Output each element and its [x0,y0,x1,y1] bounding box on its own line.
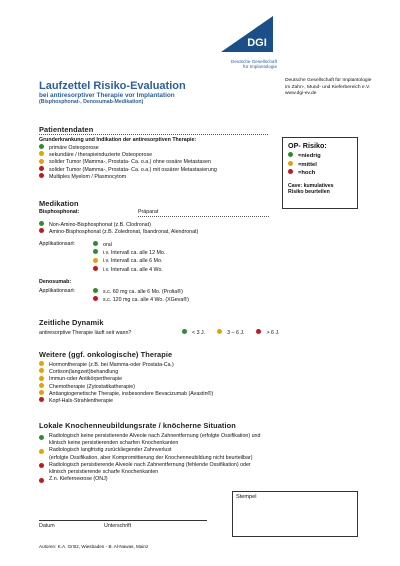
page-subtitle-2: (Bisphosphonat-, Denosumab-Medikation) [39,99,144,105]
further-heading: Weitere (ggf. onkologische) Therapie [39,350,173,359]
risk-legend-item-text: =hoch [298,170,316,177]
risk-dot-icon [39,449,44,454]
further-item-text: Kopf-Hals-Strahlentherapie [49,398,113,405]
logo-text: DGI [247,37,267,49]
local-item-text: klinisch persistierende scharfe Knochenkanten [49,469,159,476]
local-item-text: Radiologisch keine persistierende Alveole nach Zahnentfernung (erfolgte Ossifikation) und [49,433,261,439]
patient-item[interactable] [39,152,217,159]
risk-dot-icon [39,390,44,395]
risk-note-line-2: Risiko beurteilen [288,189,330,196]
appl-item-text: oral [103,242,112,248]
time-option-text: 3 – 6 J. [227,330,245,336]
risk-dot-icon [93,249,98,254]
authors: Autoren: K.A. Grötz, Wiesbaden - B. Al-Nawas, Mainz [39,544,149,549]
risk-dot-icon [288,152,293,157]
logo-sub-line-1: Deutsche Gesellschaft [231,59,277,64]
appl-item[interactable] [93,257,165,265]
risk-dot-icon [93,296,98,301]
time-options [182,330,292,337]
praeparat-label: Präparat [138,209,159,215]
denos-item[interactable] [93,288,189,296]
local-item[interactable] [39,433,260,447]
local-item[interactable] [39,462,260,476]
patient-list [39,145,217,181]
risk-dot-icon [39,376,44,381]
further-item[interactable] [39,376,213,383]
bisphos-item-text: Amino-Bisphosphonat (z.B. Zoledronat, Ibandronat, Alendronat) [49,229,199,236]
time-option-text: > 6 J. [266,330,280,336]
risk-dot-icon [39,144,44,149]
bisphos-label: Bisphosphonat: [39,209,80,215]
denos-list [93,288,189,304]
further-item[interactable] [39,391,213,398]
risk-note-line-1: Cave: kumulatives [288,182,334,189]
risk-dot-icon [93,258,98,263]
appl-list [93,241,165,274]
risk-dot-icon [39,228,44,233]
signature-line[interactable] [39,520,207,521]
patient-intro: Grunderkrankung und Indikation der antiresorptiven Therapie: [39,137,197,143]
risk-box [282,137,358,209]
appl-item-text: i.v. Intervall ca. alle 12 Mo. [103,250,166,257]
risk-dot-icon [39,159,44,164]
further-item-text: Immun-oder Antikörpertherapie [49,376,123,383]
local-item[interactable] [39,476,260,483]
patient-item[interactable] [39,167,217,174]
local-item-text: Radiologisch langfristig zurückliegender Zahnverlust [49,447,172,454]
time-option-text: < 3 J. [192,330,206,336]
risk-dot-icon [256,329,261,334]
time-option[interactable] [217,330,244,337]
page-subtitle: bei antiresorptiver Therapie vor Implantation [39,92,175,99]
risk-dot-icon [39,478,44,483]
risk-dot-icon [39,463,44,468]
risk-legend-item-text: =niedrig [298,153,321,159]
risk-dot-icon [93,266,98,271]
logo-sub-line-2: für Implantologie [243,64,277,70]
further-item-text: Cortison(langzeit)behandlung [49,369,119,376]
patient-heading: Patientendaten [39,125,94,134]
denos-item-text: s.c. 60 mg ca. alle 6 Mo. (Prolia®) [103,289,183,295]
patient-item[interactable] [39,174,217,181]
local-heading: Lokale Knochenneubildungsrate / knöcherne Situation [39,421,236,430]
stempel-box[interactable] [232,491,358,537]
org-name: Deutsche Gesellschaft für Implantologie [285,78,372,83]
risk-dot-icon [182,329,187,334]
patient-item-text: sekundäre / therapieinduzierte Osteoporose [49,152,153,159]
patient-item-text: primäre Osteoporose [49,145,99,151]
risk-legend-item [288,152,352,161]
appl-label: Applikationsart: [39,241,76,247]
org-website-link[interactable]: www.dgi-ev.de [285,91,317,97]
local-item[interactable] [39,447,260,461]
dgi-logo [211,14,281,72]
risk-dot-icon [39,151,44,156]
risk-dot-icon [39,397,44,402]
risk-dot-icon [93,288,98,293]
appl-item[interactable] [93,241,165,249]
further-item[interactable] [39,362,213,369]
time-heading: Zeitliche Dynamik [39,318,104,327]
denos-label: Denosumab: [39,279,72,285]
risk-dot-icon [288,161,293,166]
bisphos-item-text: Non-Amino-Bisphosphonat (z.B. Clodronat) [49,222,151,228]
further-item-text: Antiangiogenetische Therapie, insbesondere Bevacizumab (Avastin®) [49,390,214,397]
appl-item-text: i.v. Intervall ca. alle 6 Mo. [103,258,163,265]
page-title: Laufzettel Risiko-Evaluation [39,80,186,92]
risk-legend-item [288,161,352,170]
patient-item[interactable] [39,145,217,152]
risk-dot-icon [217,329,222,334]
risk-dot-icon [288,169,293,174]
local-item-text: (erfolgte Ossifikation, aber Kompromittierung der Knochenneubildung nicht beurteilbar) [49,454,253,461]
further-item-text: Hormontherapie (z.B. bei Mamma-oder Prostata-Ca.) [49,362,174,368]
time-option[interactable] [182,330,205,337]
local-list [39,433,260,483]
risk-box-title: OP- Risiko: [288,141,327,150]
denos-appl-label: Applikationsart: [39,288,76,294]
bisphos-item[interactable] [39,229,198,236]
further-item[interactable] [39,398,213,405]
further-item[interactable] [39,369,213,376]
risk-dot-icon [39,173,44,178]
datum-label: Datum [39,523,55,529]
patient-heading-row [39,125,268,135]
patient-item[interactable] [39,159,217,166]
further-list [39,362,213,405]
risk-dot-icon [39,383,44,388]
denos-item-text: s.c. 120 mg ca. alle 4 Wo. (XGeva®) [103,297,189,304]
risk-dot-icon [93,241,98,246]
local-item-text: Z.n. Kieferneкrose (ONJ) [49,476,108,483]
appl-item-text: i.v. Intervall ca. alle 4 Wo. [103,266,163,273]
risk-legend-item [288,169,352,178]
further-item[interactable] [39,384,213,391]
appl-item[interactable] [93,266,165,274]
appl-item[interactable] [93,249,165,257]
bisphos-item[interactable] [39,222,198,229]
risk-dot-icon [39,361,44,366]
local-item-text: Radiologisch persistierende Alveole nach Zahnentfernung (fehlende Ossifikation) oder [49,461,251,468]
risk-dot-icon [39,221,44,226]
patient-item-text: solider Tumor (Mamma-, Prostata- Ca. o.a.) mit ossärer Metastasierung [49,166,217,173]
unterschrift-label: Unterschrift [104,523,132,529]
patient-item-text: solider Tumor (Mamma-, Prostata- Ca. o.a.) ohne ossäre Metastasen [49,159,211,166]
risk-legend-item-text: =mittel [298,161,317,168]
further-item-text: Chemotherapie (Zytostatikatherapie) [49,383,135,390]
risk-dot-icon [39,435,44,440]
stempel-label: Stempel [236,494,257,500]
denos-item[interactable] [93,296,189,304]
medication-heading: Medikation [39,199,79,208]
time-question: antiresorptive Therapie läuft seit wann? [39,330,132,336]
time-option[interactable] [256,330,279,337]
risk-dot-icon [39,166,44,171]
dgi-logo-triangle-icon [211,14,281,54]
local-item-text: klinisch keine persistierenden scharfen Knochenkanten [49,440,179,447]
bisphos-list [39,222,198,236]
org-subname: im Zahn-, Mund- und Kieferbereich e.V. [285,84,371,90]
patient-item-text: Multiples Myelom / Plasmocytom [49,173,127,180]
risk-dot-icon [39,368,44,373]
